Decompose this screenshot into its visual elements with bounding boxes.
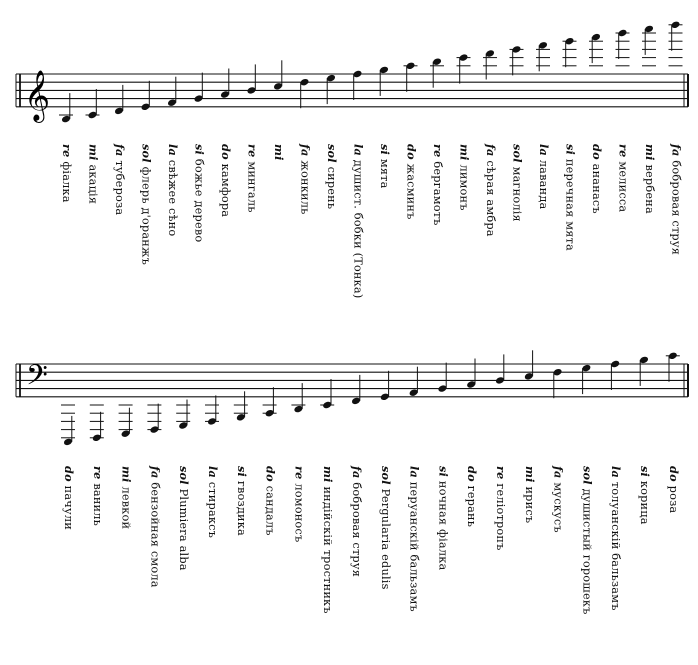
solfege-syllable: la <box>351 144 366 157</box>
scent-name: бобровая струя <box>350 478 363 578</box>
solfege-syllable: mi <box>643 144 657 161</box>
scent-name: пачули <box>62 481 75 530</box>
scent-name: ананасъ <box>590 159 603 214</box>
solfege-syllable: do <box>404 144 419 160</box>
solfege-syllable: do <box>666 466 681 482</box>
bass-label <box>580 466 595 615</box>
solfege-syllable: sol <box>325 144 339 163</box>
treble-staff <box>16 20 688 123</box>
scent-name: бензойная смола <box>148 478 162 588</box>
bass-label <box>119 466 134 530</box>
treble-label <box>510 144 525 222</box>
solfege-syllable: mi <box>272 144 286 161</box>
scent-name: стираксъ <box>206 478 219 539</box>
bass-label <box>263 466 278 536</box>
bass-label <box>495 466 506 551</box>
solfege-syllable: re <box>292 466 307 480</box>
scent-name: Pergularia edulis <box>378 484 392 590</box>
solfege-syllable: fa <box>298 144 313 157</box>
treble-clef-icon: 𝄞 <box>24 70 51 121</box>
solfege-syllable: sol <box>139 144 154 163</box>
scent-name: геліотропъ <box>494 479 507 551</box>
scent-name: свѣжее сѣно <box>166 156 179 237</box>
scent-name: перуанскій бальзамъ <box>407 478 421 612</box>
treble-label <box>167 144 178 236</box>
scent-name: фіалка <box>60 157 73 203</box>
solfege-syllable: fa <box>484 144 498 157</box>
treble-label <box>485 144 496 237</box>
treble-label <box>351 144 366 299</box>
solfege-syllable: re <box>494 466 508 480</box>
bass-label <box>63 466 74 530</box>
treble-label <box>538 144 549 209</box>
scent-name: лимонъ <box>457 160 471 211</box>
solfege-syllable: fa <box>551 466 566 479</box>
solfege-syllable: re <box>431 144 445 158</box>
scent-name: роза <box>666 481 680 514</box>
solfege-syllable: sol <box>177 466 192 485</box>
solfege-syllable: do <box>590 144 604 160</box>
bass-label <box>321 466 336 614</box>
treble-label <box>298 144 313 215</box>
bass-label <box>639 466 650 525</box>
solfege-syllable: re <box>245 144 260 158</box>
treble-label <box>245 144 260 213</box>
scent-name: ломоносъ <box>292 479 306 543</box>
scent-name: мингаль <box>245 157 259 213</box>
scent-name: душистый горошекъ <box>580 484 594 615</box>
scent-name: Plumiera alba <box>177 484 191 571</box>
scent-name: жасминъ <box>404 159 418 220</box>
solfege-syllable: mi <box>457 144 472 161</box>
scent-name: корица <box>638 477 651 525</box>
treble-label <box>669 144 684 256</box>
scent-name: лаванда <box>537 156 550 210</box>
solfege-syllable: si <box>436 466 451 478</box>
solfege-syllable: sol <box>378 466 393 485</box>
treble-label <box>591 144 602 214</box>
scent-name: сандалъ <box>263 481 277 536</box>
treble-label <box>114 144 125 215</box>
solfege-syllable: si <box>378 144 392 156</box>
treble-label <box>404 144 419 220</box>
treble-label <box>273 144 284 161</box>
bass-label <box>436 466 451 571</box>
scent-name: бергамотъ <box>431 157 444 226</box>
bass-label <box>236 466 247 536</box>
bass-label <box>177 466 192 571</box>
solfege-syllable: fa <box>148 466 163 479</box>
treble-label <box>432 144 443 226</box>
scent-name: ваниль <box>90 479 104 527</box>
scent-name: душист. бобки (Тонка) <box>351 156 365 299</box>
scent-name: вербена <box>643 160 656 214</box>
solfege-syllable: mi <box>321 466 336 483</box>
treble-label <box>326 144 337 209</box>
scent-name: бобровая струя <box>669 156 683 256</box>
scent-name: левкой <box>119 482 133 530</box>
solfege-syllable: si <box>638 466 652 478</box>
scent-name: индійскій тростникъ <box>321 482 335 614</box>
treble-label <box>139 144 154 266</box>
solfege-syllable: sol <box>510 144 525 163</box>
bass-label <box>92 466 103 526</box>
scent-name: толуанскій бальзамъ <box>609 478 623 611</box>
bass-clef-icon: 𝄢 <box>26 359 48 399</box>
solfege-syllable: do <box>62 466 76 482</box>
bass-label <box>148 466 163 588</box>
treble-label <box>379 144 390 189</box>
bass-label <box>551 466 566 533</box>
scent-name: сѣрая амбра <box>484 156 497 237</box>
solfege-syllable: la <box>407 466 422 479</box>
scent-name: туберoза <box>113 156 126 216</box>
treble-label <box>563 144 578 251</box>
scent-name: ночная фіалка <box>436 477 450 571</box>
solfege-syllable: la <box>609 466 624 479</box>
scent-name: ирисъ <box>522 482 536 524</box>
treble-label <box>220 144 231 217</box>
scent-name: мята <box>378 155 391 189</box>
bass-label <box>407 466 422 612</box>
solfege-syllable: la <box>166 144 180 157</box>
bass-label <box>465 466 480 528</box>
solfege-syllable: mi <box>522 466 537 483</box>
solfege-syllable: si <box>192 144 207 156</box>
bass-label <box>668 466 679 513</box>
scent-name: перечная мята <box>563 155 577 251</box>
scent-name: гвоздика <box>234 477 248 536</box>
solfege-syllable: do <box>219 144 233 160</box>
scent-name: флерь д'оранжъ <box>139 162 153 266</box>
scent-name: акація <box>86 160 100 205</box>
treble-label <box>457 144 472 211</box>
solfege-syllable: la <box>206 466 220 479</box>
solfege-syllable: re <box>60 144 74 158</box>
solfege-syllable: mi <box>119 466 134 483</box>
treble-label <box>86 144 101 205</box>
bass-label <box>351 466 362 577</box>
scent-name: мелисса <box>616 157 630 213</box>
solfege-syllable: fa <box>113 144 127 157</box>
solfege-syllable: la <box>537 144 551 157</box>
solfege-syllable: sol <box>580 466 595 485</box>
solfege-syllable: si <box>234 466 249 478</box>
solfege-syllable: do <box>465 466 480 482</box>
scent-name: магнолія <box>510 162 524 222</box>
bass-label <box>380 466 391 590</box>
scent-name: герань <box>465 481 479 528</box>
treble-label <box>644 144 655 214</box>
bass-staff <box>16 350 688 446</box>
treble-label <box>61 144 72 203</box>
solfege-syllable: fa <box>669 144 684 157</box>
scent-name: жонкиль <box>298 156 312 215</box>
bass-label <box>609 466 624 611</box>
solfege-syllable: re <box>90 466 105 480</box>
scent-name: камфора <box>219 159 232 218</box>
solfege-syllable: do <box>263 466 278 482</box>
solfege-syllable: si <box>563 144 578 156</box>
solfege-syllable: mi <box>86 144 101 161</box>
scent-name: сирень <box>325 162 338 210</box>
scent-name: божье дерево <box>192 155 206 243</box>
treble-label <box>192 144 207 243</box>
bass-label <box>207 466 218 538</box>
solfege-syllable: re <box>616 144 631 158</box>
treble-label <box>616 144 631 213</box>
solfege-syllable: fa <box>350 466 364 479</box>
scent-name: мускусъ <box>551 478 565 533</box>
bass-label <box>292 466 307 543</box>
bass-label <box>524 466 535 523</box>
